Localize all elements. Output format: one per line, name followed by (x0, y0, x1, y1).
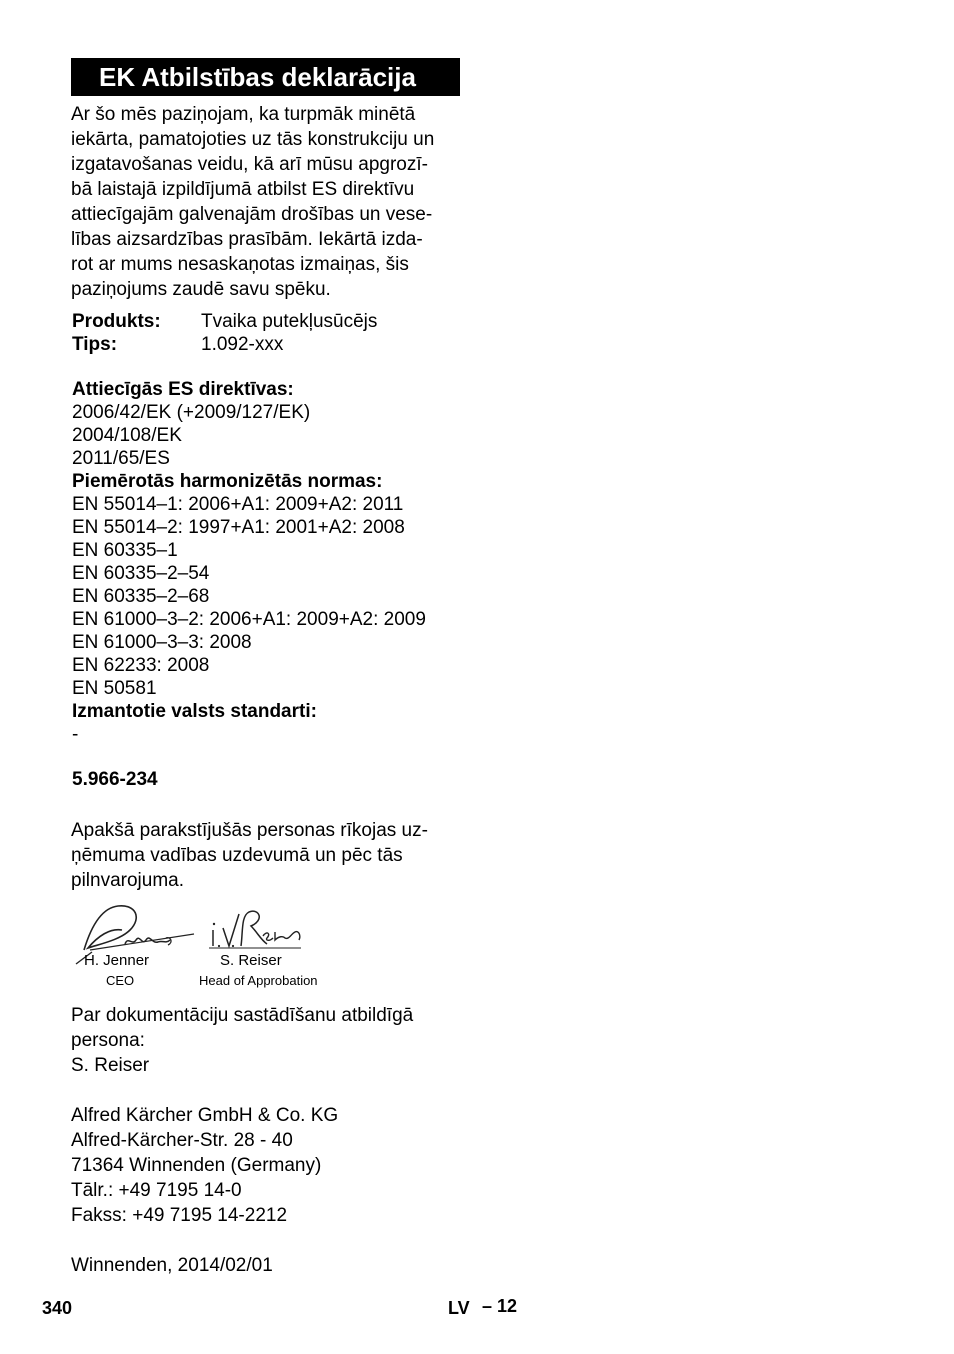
type-row (72, 333, 377, 356)
text-line: Alfred-Kärcher-Str. 28 - 40 (71, 1130, 293, 1151)
standard-item: EN 60335–2–68 (72, 586, 210, 607)
directives-heading: Attiecīgās ES direktīvas: (72, 379, 294, 400)
product-row (72, 310, 377, 333)
standards-heading: Piemērotās harmonizētās normas: (72, 471, 383, 492)
document-number: 5.966-234 (72, 769, 158, 790)
text-line: iekārta, pamatojoties uz tās konstrukciju un (71, 129, 435, 150)
standard-item: EN 55014–1: 2006+A1: 2009+A2: 2011 (72, 494, 404, 515)
signature-reiser (205, 902, 305, 952)
intro-paragraph (71, 102, 471, 302)
page-number: 340 (42, 1298, 73, 1318)
standard-item: EN 55014–2: 1997+A1: 2001+A2: 2008 (72, 517, 405, 538)
directive-item: 2004/108/EK (72, 425, 182, 446)
authorization-paragraph (71, 818, 471, 893)
text-line: S. Reiser (71, 1055, 150, 1076)
text-line: lības aizsardzības prasībām. Iekārtā izda- (71, 229, 423, 250)
national-standards-value: - (72, 724, 79, 745)
directive-item: 2011/65/ES (72, 448, 170, 469)
signatory-role: CEO (106, 973, 135, 988)
text-line: attiecīgajām galvenajām drošības un vese- (71, 204, 433, 225)
signatory-name: S. Reiser (220, 952, 282, 969)
national-standards-heading: Izmantotie valsts standarti: (72, 701, 317, 722)
standard-item: EN 61000–3–3: 2008 (72, 632, 252, 653)
product-label: Produkts: (72, 311, 161, 332)
standard-item: EN 60335–2–54 (72, 563, 210, 584)
place-date (71, 1253, 471, 1278)
text-line: ņēmuma vadības uzdevumā un pēc tās (71, 845, 403, 866)
text-line: Alfred Kärcher GmbH & Co. KG (71, 1105, 339, 1126)
text-line: Par dokumentāciju sastādīšanu atbildīgā (71, 1005, 414, 1026)
documentation-responsible (71, 1003, 471, 1078)
standard-item: EN 50581 (72, 678, 157, 699)
signatory-role: Head of Approbation (199, 973, 318, 988)
type-label: Tips: (72, 334, 118, 355)
company-address (71, 1103, 471, 1228)
text-line: Fakss: +49 7195 14-2212 (71, 1205, 288, 1226)
text-line: 71364 Winnenden (Germany) (71, 1155, 322, 1176)
text-line: Ar šo mēs paziņojam, ka turpmāk minētā (71, 104, 416, 125)
text-line: rot ar mums nesaskaņotas izmaiņas, šis (71, 254, 409, 275)
text-line: persona: (71, 1030, 145, 1051)
standard-item: EN 60335–1 (72, 540, 178, 561)
product-value: Tvaika putekļusūcējs (201, 311, 378, 332)
text-line: Tālr.: +49 7195 14-0 (71, 1180, 242, 1201)
standard-item: EN 61000–3–2: 2006+A1: 2009+A2: 2009 (72, 609, 426, 630)
text-line: pilnvarojuma. (71, 870, 184, 891)
section-page-number: – 12 (482, 1296, 518, 1316)
text-line: izgatavošanas veidu, kā arī mūsu apgrozī- (71, 154, 428, 175)
text-line: Winnenden, 2014/02/01 (71, 1255, 273, 1276)
text-line: bā laistajā izpildījumā atbilst ES direktīvu (71, 179, 415, 200)
page-title: EK Atbilstības deklarācija (71, 58, 460, 96)
directive-item: 2006/42/EK (+2009/127/EK) (72, 402, 311, 423)
signatory-name: H. Jenner (84, 952, 150, 969)
standard-item: EN 62233: 2008 (72, 655, 210, 676)
type-value: 1.092-xxx (201, 334, 284, 355)
language-code: LV (448, 1298, 470, 1318)
text-line: Apakšā parakstījušās personas rīkojas uz- (71, 820, 428, 841)
directives-block (72, 378, 426, 746)
product-info (72, 310, 377, 356)
text-line: paziņojums zaudē savu spēku. (71, 279, 331, 300)
